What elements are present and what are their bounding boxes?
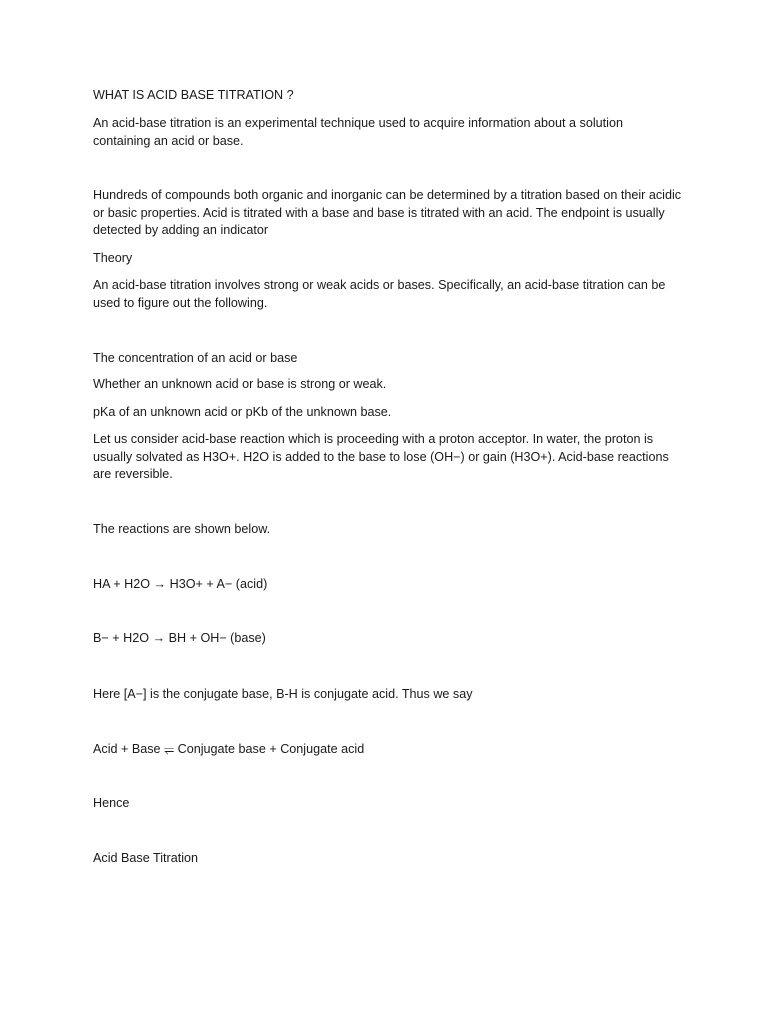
paragraph-strength: Whether an unknown acid or base is strong or weak. [93, 377, 387, 391]
equation-equilibrium: Acid + Base ⥫ Conjugate base + Conjugate acid [93, 742, 365, 756]
paragraph-reactions-intro: The reactions are shown below. [93, 522, 271, 536]
paragraph-pka: pKa of an unknown acid or pKb of the unknown base. [93, 405, 392, 419]
paragraph-theory: An acid-base titration involves strong or weak acids or bases. Specifically, an acid-base titration can be used to figure out the following. [93, 278, 666, 310]
paragraph-theory-heading: Theory [93, 251, 133, 265]
paragraph-compounds: Hundreds of compounds both organic and inorganic can be determined by a titration based on their acidic or basic properties. Acid is titrated with a base and base is titrated with an acid. The endpoint is usually detected by adding an indicator [93, 188, 682, 237]
paragraph-conjugate: Here [A−] is the conjugate base, B-H is conjugate acid. Thus we say [93, 687, 473, 701]
equation-acid: HA + H2O → H3O+ + A− (acid) [93, 577, 268, 591]
document-heading: WHAT IS ACID BASE TITRATION ? [93, 88, 294, 102]
paragraph-definition: An acid-base titration is an experimental technique used to acquire information about a solution containing an acid or base. [93, 116, 623, 148]
paragraph-hence: Hence [93, 796, 130, 810]
paragraph-closing: Acid Base Titration [93, 851, 198, 865]
equation-base: B− + H2O → BH + OH− (base) [93, 631, 266, 645]
paragraph-concentration: The concentration of an acid or base [93, 351, 298, 365]
paragraph-proton-acceptor: Let us consider acid-base reaction which is proceeding with a proton acceptor. In water, the proton is usually solvated as H3O+. H2O is added to the base to lose (OH−) or gain (H3O+). Acid-base reactions are reversible. [93, 432, 669, 481]
